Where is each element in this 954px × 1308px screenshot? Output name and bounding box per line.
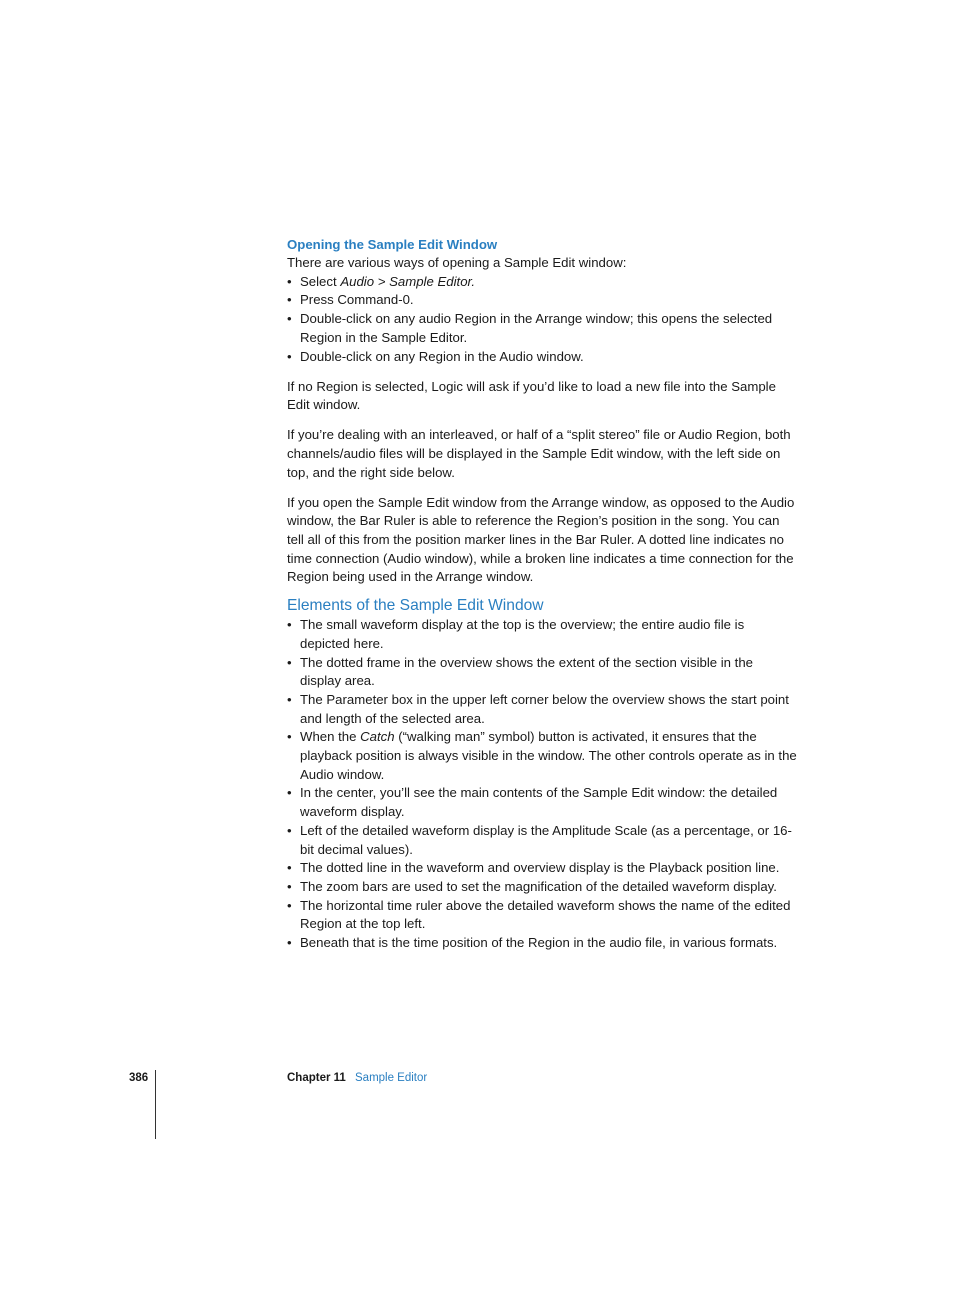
bullet-icon: • [287,348,292,364]
bullet-icon: • [287,654,292,670]
list-item: • The horizontal time ruler above the detailed waveform shows the name of the edited Region at the top left. [287,897,791,932]
list-item: • Select Audio > Sample Editor. [287,273,797,292]
section-heading-elements: Elements of the Sample Edit Window [287,597,544,615]
bullet-icon: • [287,729,292,745]
page-body [287,236,797,953]
section-heading-opening: Opening the Sample Edit Window [287,237,498,252]
list-item: • The zoom bars are used to set the magnification of the detailed waveform display. [287,878,797,897]
bullet-icon: • [287,878,292,894]
paragraph-interleaved: If you’re dealing with an interleaved, or half of a “split stereo” file or Audio Region, both channels/audio files will be displayed in the Sample Edit window, with the left side on top, and the right side below. [287,427,791,480]
bullet-icon: • [287,860,292,876]
bullet-icon: • [287,935,292,951]
bullet-icon: • [287,785,292,801]
paragraph-bar-ruler: If you open the Sample Edit window from the Arrange window, as opposed to the Audio window, the Bar Ruler is able to reference the Region’s position in the song. You can tell all of this from the position marker lines in the Bar Ruler. A dotted line indicates no time connection (Audio window), while a broken line indicates a time connection for the Region being used in the Arrange window. [287,494,795,585]
list-item: • Left of the detailed waveform display is the Amplitude Scale (as a percentage, or 16-bit decimal values). [287,822,792,857]
list-item: • Double-click on any audio Region in the Arrange window; this opens the selected Region in the Sample Editor. [287,311,773,345]
chapter-label: Chapter 11 [287,1072,346,1084]
list-item: • Press Command-0. [287,291,797,310]
opening-methods-list [287,273,797,367]
list-item: • Double-click on any Region in the Audio window. [287,348,797,367]
list-item: • When the Catch (“walking man” symbol) button is activated, it ensures that the playback position is always visible in the window. The other controls operate as in the Audio window. [287,729,797,782]
list-item: • The Parameter box in the upper left corner below the overview shows the start point and length of the selected area. [287,691,789,726]
bullet-icon: • [287,897,292,913]
bullet-icon: • [287,822,292,838]
list-item: • In the center, you’ll see the main contents of the Sample Edit window: the detailed waveform display. [287,785,778,820]
footer-divider [155,1070,156,1139]
list-item: • The small waveform display at the top is the overview; the entire audio file is depicted here. [287,617,745,651]
chapter-title: Sample Editor [355,1072,428,1084]
intro-text: There are various ways of opening a Sample Edit window: [287,255,627,270]
bullet-icon: • [287,273,292,289]
list-item: • The dotted line in the waveform and overview display is the Playback position line. [287,859,797,878]
bullet-icon: • [287,292,292,308]
elements-list [287,616,797,953]
page-number: 386 [129,1072,149,1084]
paragraph-no-region: If no Region is selected, Logic will ask if you’d like to load a new file into the Sample Edit window. [287,378,776,413]
bullet-icon: • [287,691,292,707]
bullet-icon: • [287,311,292,327]
list-item: • The dotted frame in the overview shows the extent of the section visible in the display area. [287,654,754,689]
list-item: • Beneath that is the time position of the Region in the audio file, in various formats. [287,934,797,953]
bullet-icon: • [287,617,292,633]
